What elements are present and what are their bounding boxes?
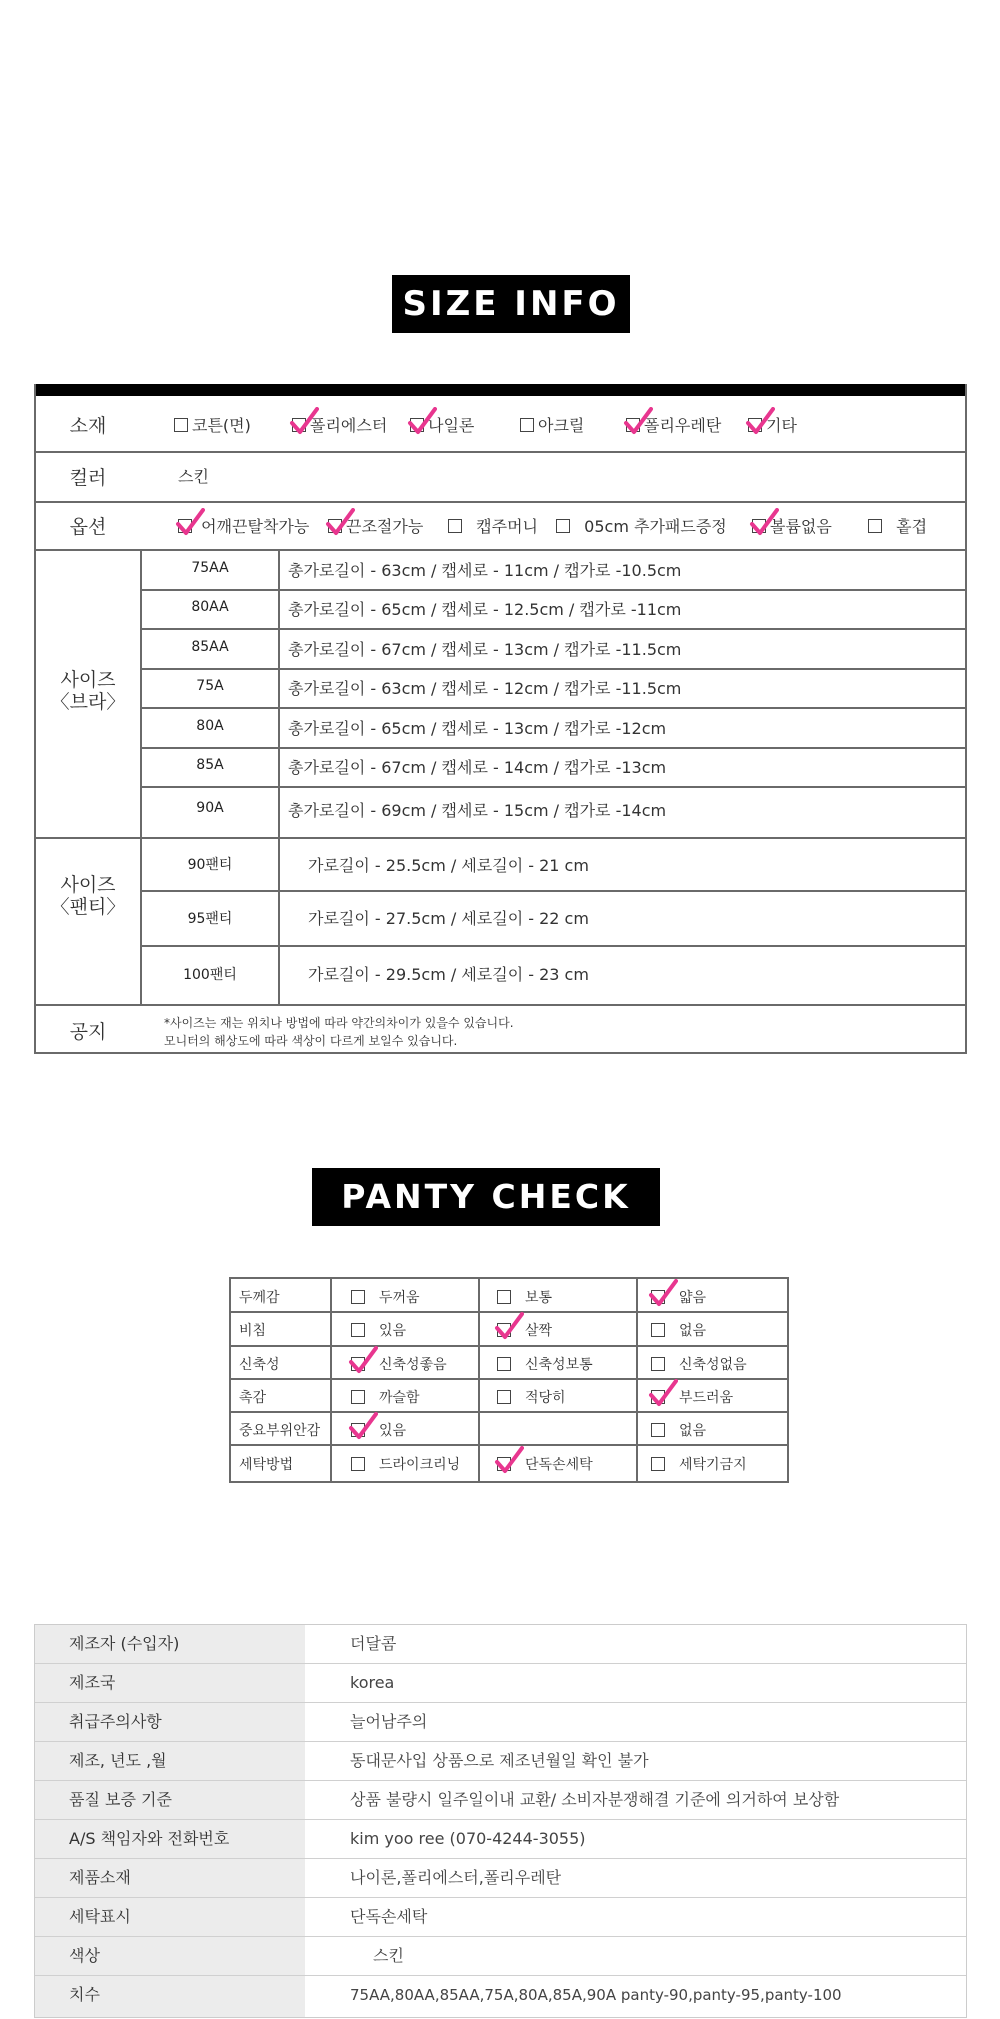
option-single-layer[interactable]: 홑겹 — [868, 514, 927, 537]
notice-text: *사이즈는 재는 위치나 방법에 따라 약간의차이가 있을수 있습니다. 모니터의 해상도에 따라 색상이 다르게 보일수 있습니다. — [164, 1016, 514, 1048]
bra-size-name: 90A — [196, 800, 224, 816]
panty-size-name: 95팬티 — [187, 911, 233, 927]
see-through-option-slight[interactable]: 살짝 — [497, 1320, 552, 1340]
checkbox-icon — [178, 519, 192, 533]
see-through-option-no[interactable]: 없음 — [651, 1320, 706, 1340]
info-row — [35, 1820, 966, 1859]
info-key: 제조국 — [35, 1664, 305, 1702]
option-cup-pocket[interactable]: 캡주머니 — [448, 514, 538, 537]
checkbox-icon — [174, 418, 188, 432]
option-label: 옵션 — [69, 516, 107, 538]
lining-label: 중요부위안감 — [239, 1423, 321, 1439]
table-top-bar — [36, 384, 965, 396]
elasticity-option-good[interactable]: 신축성좋음 — [351, 1354, 447, 1374]
washing-option-dry-clean[interactable]: 드라이크리닝 — [351, 1454, 460, 1474]
info-row — [35, 1976, 966, 2015]
info-value: 스킨 — [373, 1946, 404, 1965]
check-mark-icon — [494, 1446, 524, 1474]
bra-size-name: 80AA — [191, 599, 229, 615]
texture-option-soft[interactable]: 부드러움 — [651, 1387, 733, 1407]
material-option-etc[interactable]: 기타 — [748, 413, 797, 436]
bra-size-desc: 총가로길이 - 63cm / 캡세로 - 11cm / 캡가로 -10.5cm — [288, 561, 682, 580]
elasticity-option-none[interactable]: 신축성없음 — [651, 1354, 747, 1374]
check-mark-icon — [494, 1312, 524, 1340]
check-mark-icon — [648, 1279, 678, 1307]
panty-size-desc: 가로길이 - 27.5cm / 세로길이 - 22 cm — [308, 909, 589, 928]
option-strap-adjustable[interactable]: 끈조절가능 — [328, 514, 423, 537]
checkbox-icon — [497, 1323, 511, 1337]
panty-size-name: 100팬티 — [183, 967, 237, 983]
option-extra-pad[interactable]: 05cm 추가패드증정 — [556, 514, 727, 537]
checkbox-icon — [520, 418, 534, 432]
info-key: 세탁표시 — [35, 1898, 305, 1936]
size-info-table — [34, 384, 967, 1054]
bra-size-desc: 총가로길이 - 65cm / 캡세로 - 12.5cm / 캡가로 -11cm — [288, 600, 682, 619]
checkbox-icon — [651, 1290, 665, 1304]
check-mark-icon — [348, 1412, 378, 1440]
bra-size-name: 75AA — [191, 560, 229, 576]
product-info-table — [34, 1624, 967, 2018]
info-value: korea — [350, 1673, 395, 1692]
info-row — [35, 1937, 966, 1976]
info-row — [35, 1742, 966, 1781]
info-row — [35, 1859, 966, 1898]
info-value: 동대문사입 상품으로 제조년월일 확인 불가 — [350, 1751, 649, 1770]
bra-size-desc: 총가로길이 - 63cm / 캡세로 - 12cm / 캡가로 -11.5cm — [288, 679, 682, 698]
checkbox-icon — [752, 519, 766, 533]
washing-option-hand-wash[interactable]: 단독손세탁 — [497, 1454, 593, 1474]
checkbox-icon — [351, 1290, 365, 1304]
texture-option-moderate[interactable]: 적당히 — [497, 1387, 566, 1407]
texture-label: 촉감 — [239, 1390, 267, 1406]
info-value: 상품 불량시 일주일이내 교환/ 소비자분쟁해결 기준에 의거하여 보상함 — [350, 1790, 840, 1809]
checkbox-icon — [410, 418, 424, 432]
bra-size-name: 85AA — [191, 639, 229, 655]
checkbox-icon — [497, 1390, 511, 1404]
info-key: 색상 — [35, 1937, 305, 1975]
info-row — [35, 1898, 966, 1937]
info-row — [35, 1625, 966, 1664]
checkbox-icon — [351, 1390, 365, 1404]
checkbox-icon — [328, 519, 342, 533]
texture-option-rough[interactable]: 까슬함 — [351, 1387, 420, 1407]
checkbox-icon — [651, 1390, 665, 1404]
info-key: 품질 보증 기준 — [35, 1781, 305, 1819]
bra-size-name: 85A — [196, 757, 224, 773]
info-row — [35, 1781, 966, 1820]
color-label: 컬러 — [69, 467, 107, 489]
checkbox-icon — [626, 418, 640, 432]
color-value: 스킨 — [178, 467, 209, 486]
info-value: 더달콤 — [350, 1634, 397, 1653]
info-key: 제조, 년도 ,월 — [35, 1742, 305, 1780]
info-key: 치수 — [35, 1976, 305, 2017]
info-value: 단독손세탁 — [350, 1907, 428, 1926]
checkbox-icon — [651, 1357, 665, 1371]
checkbox-icon — [497, 1357, 511, 1371]
info-value: 늘어남주의 — [350, 1712, 428, 1731]
material-option-polyurethane[interactable]: 폴리우레탄 — [626, 413, 721, 436]
bra-size-desc: 총가로길이 - 67cm / 캡세로 - 14cm / 캡가로 -13cm — [288, 758, 667, 777]
see-through-option-yes[interactable]: 있음 — [351, 1320, 406, 1340]
panty-size-name: 90팬티 — [187, 857, 233, 873]
material-option-polyester[interactable]: 폴리에스터 — [292, 413, 387, 436]
checkbox-icon — [651, 1323, 665, 1337]
bra-size-name: 80A — [196, 718, 224, 734]
elasticity-option-normal[interactable]: 신축성보통 — [497, 1354, 593, 1374]
checkbox-icon — [748, 418, 762, 432]
material-label: 소재 — [69, 415, 107, 437]
checkbox-icon — [448, 519, 462, 533]
material-option-acrylic[interactable]: 아크릴 — [520, 413, 584, 436]
thickness-option-thick[interactable]: 두꺼움 — [351, 1287, 420, 1307]
thickness-option-thin[interactable]: 얇음 — [651, 1287, 706, 1307]
checkbox-icon — [351, 1423, 365, 1437]
check-mark-icon — [348, 1346, 378, 1374]
washing-option-no-machine[interactable]: 세탁기금지 — [651, 1454, 747, 1474]
info-key: A/S 책임자와 전화번호 — [35, 1820, 305, 1858]
checkbox-icon — [292, 418, 306, 432]
bra-size-name: 75A — [196, 678, 224, 694]
material-option-nylon[interactable]: 나일론 — [410, 413, 474, 436]
info-row — [35, 1664, 966, 1703]
checkbox-icon — [497, 1290, 511, 1304]
washing-label: 세탁방법 — [239, 1457, 294, 1473]
bra-size-desc: 총가로길이 - 65cm / 캡세로 - 13cm / 캡가로 -12cm — [288, 719, 667, 738]
info-value: kim yoo ree (070-4244-3055) — [350, 1829, 586, 1848]
info-key: 제조자 (수입자) — [35, 1625, 305, 1663]
option-no-volume[interactable]: 볼륨없음 — [752, 514, 832, 537]
checkbox-icon — [497, 1457, 511, 1471]
checkbox-icon — [351, 1357, 365, 1371]
thickness-option-normal[interactable]: 보통 — [497, 1287, 552, 1307]
panty-check-title: PANTY CHECK UP — [312, 1168, 660, 1226]
option-strap-detachable[interactable]: 어깨끈탈착가능 — [178, 514, 309, 537]
material-option-cotton[interactable]: 코튼(면) — [174, 413, 251, 436]
checkbox-icon — [651, 1457, 665, 1471]
size-info-title: SIZE INFO — [392, 275, 630, 333]
checkbox-icon — [651, 1423, 665, 1437]
panty-size-desc: 가로길이 - 25.5cm / 세로길이 - 21 cm — [308, 856, 589, 875]
see-through-label: 비침 — [239, 1323, 267, 1339]
checkbox-icon — [556, 519, 570, 533]
checkbox-icon — [868, 519, 882, 533]
info-key: 제품소재 — [35, 1859, 305, 1897]
bra-size-desc: 총가로길이 - 69cm / 캡세로 - 15cm / 캡가로 -14cm — [288, 801, 667, 820]
bra-size-desc: 총가로길이 - 67cm / 캡세로 - 13cm / 캡가로 -11.5cm — [288, 640, 682, 659]
panty-check-table — [229, 1277, 789, 1483]
panty-size-label: 사이즈 〈팬티〉 — [50, 874, 126, 918]
info-key: 취급주의사항 — [35, 1703, 305, 1741]
panty-size-desc: 가로길이 - 29.5cm / 세로길이 - 23 cm — [308, 965, 589, 984]
elasticity-label: 신축성 — [239, 1357, 280, 1373]
info-value: 75AA,80AA,85AA,75A,80A,85A,90A panty-90,panty-95,panty-100 — [350, 1986, 842, 2004]
info-value: 나이론,폴리에스터,폴리우레탄 — [350, 1868, 562, 1887]
lining-option-no[interactable]: 없음 — [651, 1420, 706, 1440]
thickness-label: 두께감 — [239, 1290, 280, 1306]
bra-size-label: 사이즈 〈브라〉 — [50, 669, 126, 713]
check-mark-icon — [648, 1379, 678, 1407]
notice-label: 공지 — [69, 1021, 107, 1043]
checkbox-icon — [351, 1323, 365, 1337]
checkbox-icon — [351, 1457, 365, 1471]
info-row — [35, 1703, 966, 1742]
lining-option-yes[interactable]: 있음 — [351, 1420, 406, 1440]
